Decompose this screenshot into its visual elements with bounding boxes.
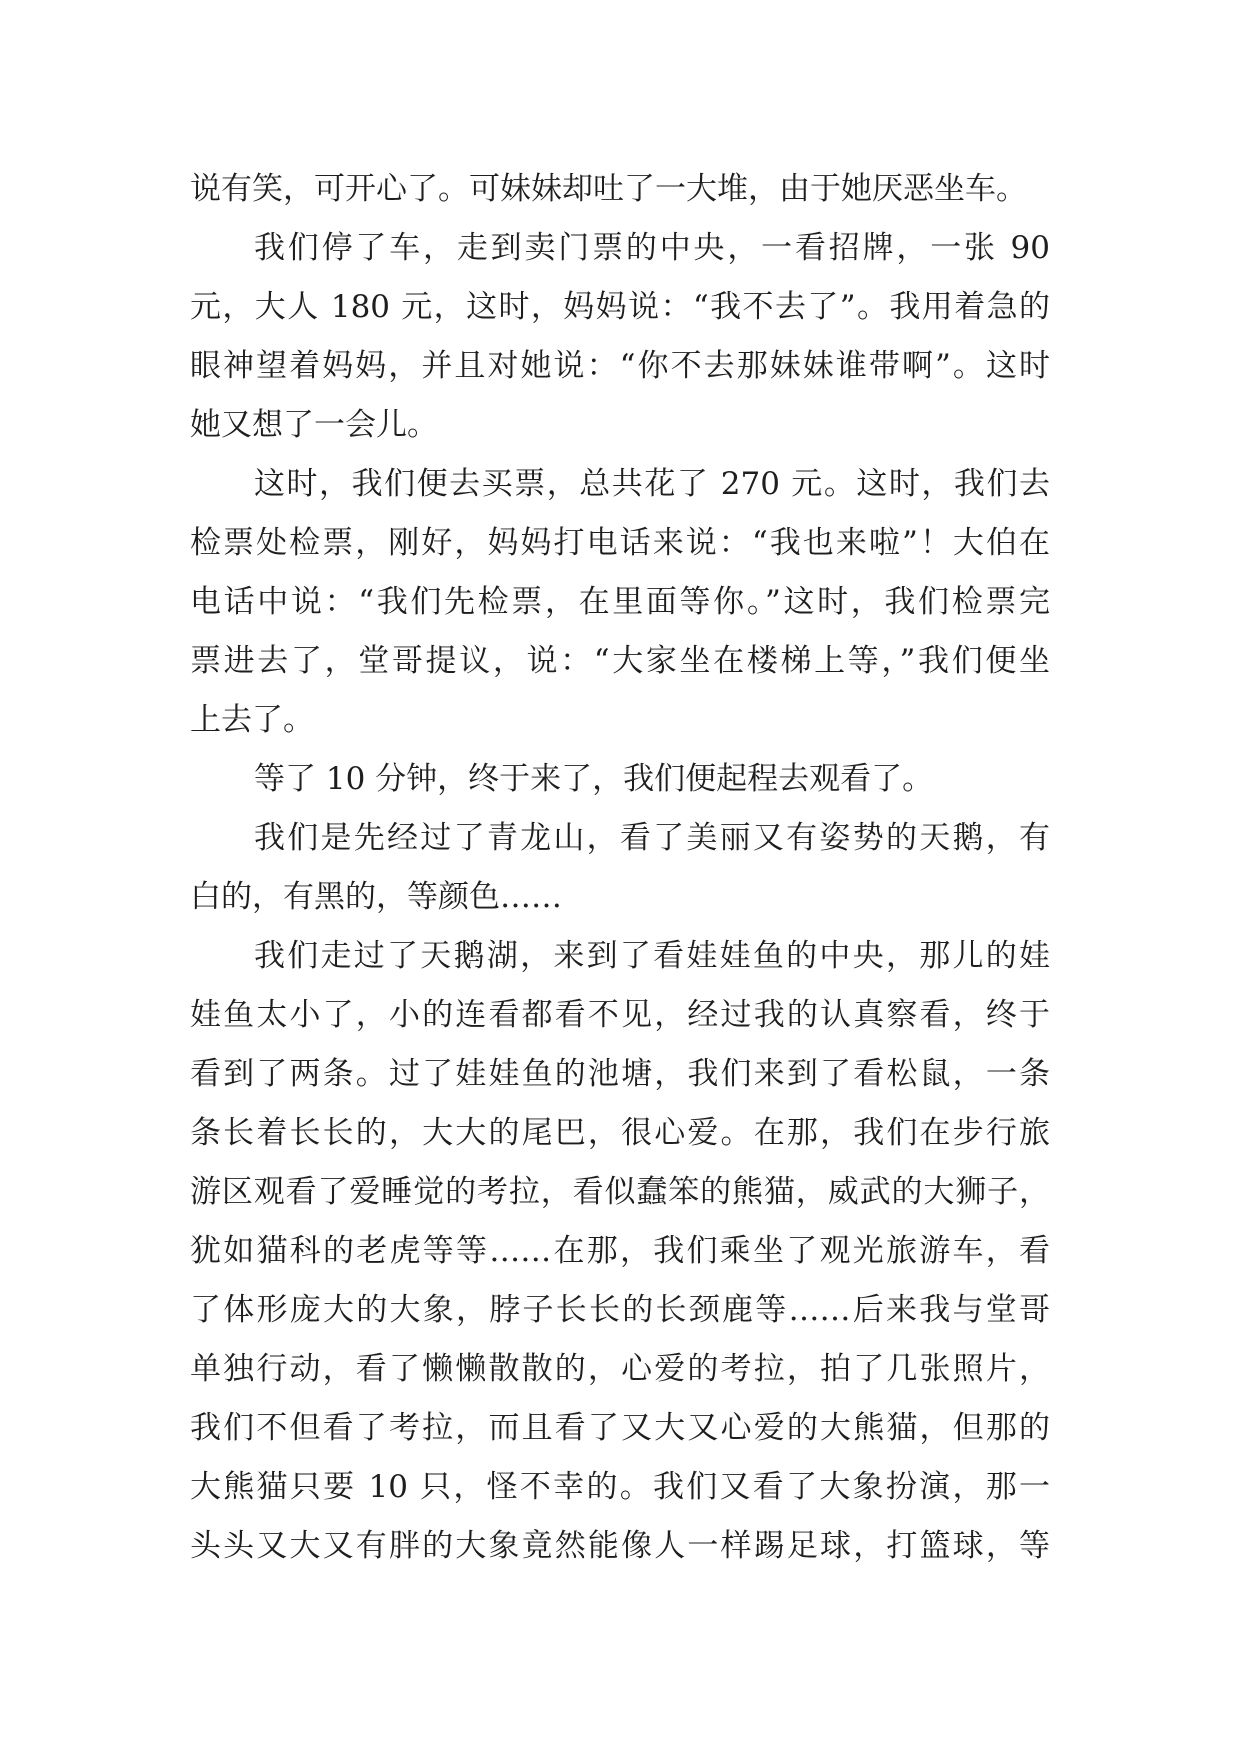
text-line: 游区观看了爱睡觉的考拉，看似蠢笨的熊猫，威武的大狮子， xyxy=(190,1174,1050,1210)
text-line: 我们不但看了考拉，而且看了又大又心爱的大熊猫，但那的 xyxy=(190,1410,1050,1446)
text-line: 犹如猫科的老虎等等……在那，我们乘坐了观光旅游车，看 xyxy=(190,1233,1050,1269)
text-line: 白的，有黑的，等颜色…… xyxy=(190,879,562,915)
text-line: 电话中说：“我们先检票，在里面等你。”这时，我们检票完 xyxy=(190,584,1050,620)
text-line: 头头又大又有胖的大象竟然能像人一样踢足球，打篮球，等 xyxy=(190,1528,1050,1564)
paragraph-first-line: 我们走过了天鹅湖，来到了看娃娃鱼的中央，那儿的娃 xyxy=(254,938,1050,974)
text-line: 单独行动，看了懒懒散散的，心爱的考拉，拍了几张照片， xyxy=(190,1351,1050,1387)
text-line: 检票处检票，刚好，妈妈打电话来说：“我也来啦”！大伯在 xyxy=(190,525,1050,561)
text-line: 大熊猫只要 10 只，怪不幸的。我们又看了大象扮演，那一 xyxy=(190,1469,1050,1505)
paragraph-first-line: 我们停了车，走到卖门票的中央，一看招牌，一张 90 xyxy=(254,230,1050,266)
text-line: 条长着长长的，大大的尾巴，很心爱。在那，我们在步行旅 xyxy=(190,1115,1050,1151)
paragraph-first-line: 我们是先经过了青龙山，看了美丽又有姿势的天鹅，有 xyxy=(254,820,1050,856)
document-body xyxy=(190,160,1050,1576)
text-line: 上去了。 xyxy=(190,702,314,738)
text-line: 眼神望着妈妈，并且对她说：“你不去那妹妹谁带啊”。这时 xyxy=(190,348,1050,384)
text-line: 看到了两条。过了娃娃鱼的池塘，我们来到了看松鼠，一条 xyxy=(190,1056,1050,1092)
paragraph-first-line: 这时，我们便去买票，总共花了 270 元。这时，我们去 xyxy=(254,466,1050,502)
text-line: 元，大人 180 元，这时，妈妈说：“我不去了”。我用着急的 xyxy=(190,289,1050,325)
text-line: 了体形庞大的大象，脖子长长的长颈鹿等……后来我与堂哥 xyxy=(190,1292,1050,1328)
paragraph-first-line: 等了 10 分钟，终于来了，我们便起程去观看了。 xyxy=(254,761,934,797)
text-line: 说有笑，可开心了。可妹妹却吐了一大堆，由于她厌恶坐车。 xyxy=(190,171,1027,207)
text-line: 票进去了，堂哥提议，说：“大家坐在楼梯上等，”我们便坐 xyxy=(190,643,1050,679)
text-line: 她又想了一会儿。 xyxy=(190,407,438,443)
text-line: 娃鱼太小了，小的连看都看不见，经过我的认真察看，终于 xyxy=(190,997,1050,1033)
